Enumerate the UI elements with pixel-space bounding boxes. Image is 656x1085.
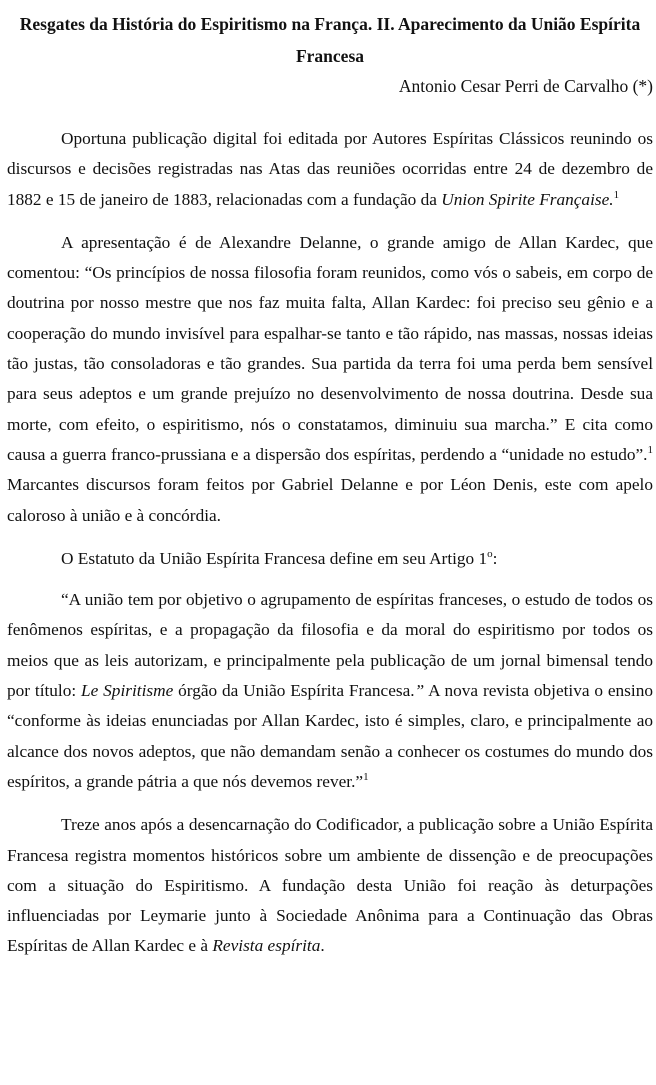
paragraph-2 xyxy=(7,228,653,531)
journal-title-italic: Le Spiritisme xyxy=(81,681,174,701)
paragraph-1-italic: Union Spirite Française. xyxy=(441,189,614,209)
paragraph-3-text-end: : xyxy=(492,548,498,568)
paragraph-3 xyxy=(7,544,653,574)
paragraph-4-text-mid: órgão da União Espírita Francesa. xyxy=(173,681,415,701)
ordinal-indicator: o xyxy=(487,547,493,560)
paragraph-2-text-end: Marcantes discursos foram feitos por Gabriel Delanne e por Léon Denis, este com apelo caloroso à união e à concórdia. xyxy=(7,475,653,525)
paragraph-5-text-end: . xyxy=(320,936,325,956)
footnote-ref-2: 1 xyxy=(647,443,653,456)
paragraph-3-text: O Estatuto da União Espírita Francesa define em seu Artigo 1 xyxy=(61,548,488,568)
footnote-ref-1: 1 xyxy=(613,188,620,201)
revista-title-italic: Revista espírita xyxy=(212,936,321,956)
paragraph-4-text: “A união tem por objetivo o agrupamento de espíritas franceses, o estudo de todos os fenômenos espíritas, e a propagação da filosofia e da moral do espiritismo por todos os meios que as leis autorizam, e principalmente pela publicação de um jornal bimensal tendo por título: xyxy=(7,590,653,701)
article-author: Antonio Cesar Perri de Carvalho (*) xyxy=(398,76,653,96)
footnote-ref-3: 1 xyxy=(363,770,369,783)
paragraph-4-text-end: A nova revista objetiva o ensino “conforme às ideias enunciadas por Allan Kardec, isto é simples, claro, e principalmente ao alcance dos novos adeptos, que não demandam senão a conhecer os costumes do mundo dos espíritos, a grande pátria a que nós devemos rever.” xyxy=(7,681,653,791)
closing-quote-italic: ” xyxy=(414,681,425,701)
paragraph-5-text: Treze anos após a desencarnação do Codificador, a publicação sobre a União Espírita Francesa registra momentos históricos sobre um ambiente de dissenção e de preocupações com a situação do Espiritismo. A fundação desta União foi reação às deturpações influenciadas por Leymarie junto à Sociedade Anônima para a Continuação das Obras Espíritas de Allan Kardec e à xyxy=(7,815,653,956)
article-title: Resgates da História do Espiritismo na França. II. Aparecimento da União Espírita Francesa xyxy=(19,14,641,66)
paragraph-5 xyxy=(7,810,653,961)
paragraph-4-quote xyxy=(7,585,653,797)
paragraph-1 xyxy=(7,124,653,215)
paragraph-2-text: A apresentação é de Alexandre Delanne, o grande amigo de Allan Kardec, que comentou: “Os princípios de nossa filosofia foram reunidos, como vós o sabeis, em corpo de doutrina por nosso mestre que nos faz muita falta, Allan Kardec: foi preciso seu gênio e a cooperação do mundo invisível para espalhar-se tanto e tão rápido, nas massas, nossas ideias tão justas, tão consoladoras e tão grandes. Sua partida da terra foi uma perda bem sensível para seus adeptos e um grande prejuízo no desenvolvimento de nossa doutrina. Desde sua morte, com efeito, o espiritismo, nós o constatamos, diminuiu sua marcha.” E cita como causa a guerra franco-prussiana e a dispersão dos espíritas, perdendo a “unidade no estudo”. xyxy=(7,232,653,464)
paragraph-1-text: Oportuna publicação digital foi editada por Autores Espíritas Clássicos reunindo os discursos e decisões registradas nas Atas das reuniões ocorridas entre 24 de dezembro de 1882 e 15 de janeiro de 1883, relacionadas com a fundação da xyxy=(7,129,653,209)
